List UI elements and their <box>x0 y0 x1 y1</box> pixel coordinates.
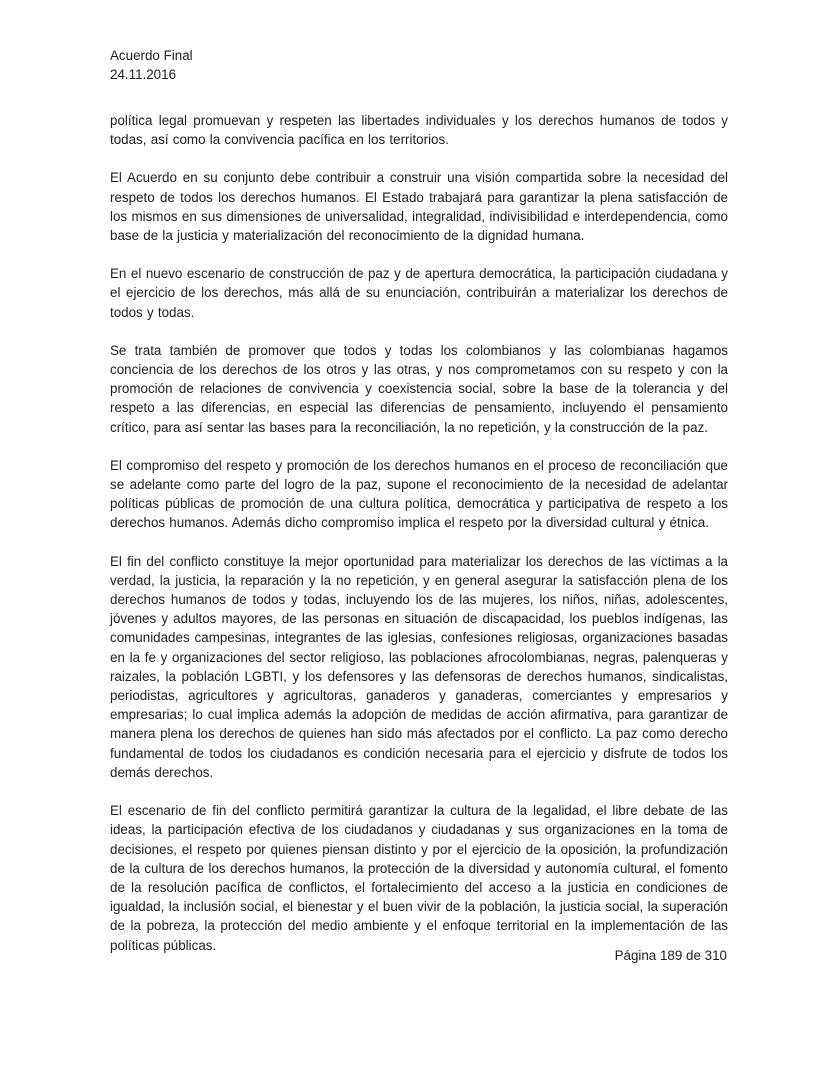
page-number-label: Página 189 de 310 <box>614 948 727 963</box>
paragraph-1: política legal promuevan y respeten las libertades individuales y los derechos humanos de todos y todas, así como la convivencia pacífica en los territorios. <box>110 113 728 148</box>
document-date: 24.11.2016 <box>110 67 177 82</box>
paragraph-4: Se trata también de promover que todos y todas los colombianos y las colombianas hagamos conciencia de los derechos de los otros y las otras, y nos comprometamos con su respeto y con la promoción de relaciones de convivencia y coexistencia social, sobre la base de la tolerancia y del respeto a las diferencias, en especial las diferencias de pensamiento, incluyendo el pensamiento crítico, para así sentar las bases para la reconciliación, la no repetición, y la construcción de la paz. <box>110 342 728 435</box>
paragraph-5: El compromiso del respeto y promoción de los derechos humanos en el proceso de reconciliación que se adelante como parte del logro de la paz, supone el reconocimiento de la necesidad de adelantar políticas públicas de promoción de una cultura política, democrática y participativa de respeto a los derechos humanos. Además dicho compromiso implica el respeto por la diversidad cultural y étnica. <box>110 457 728 531</box>
document-title: Acuerdo Final <box>110 48 193 63</box>
paragraph-2: El Acuerdo en su conjunto debe contribuir a construir una visión compartida sobre la necesidad del respeto de todos los derechos humanos. El Estado trabajará para garantizar la plena satisfacción de los mismos en sus dimensiones de universalidad, integralidad, indivisibilidad e interdependencia, como base de la justicia y materialización del reconocimiento de la dignidad humana. <box>110 170 728 244</box>
document-body <box>110 111 728 955</box>
document-header <box>110 46 728 84</box>
paragraph-3: En el nuevo escenario de construcción de paz y de apertura democrática, la participación ciudadana y el ejercicio de los derechos, más allá de su enunciación, contribuirán a materializar los derechos de todos y todas. <box>110 266 728 320</box>
paragraph-7: El escenario de fin del conflicto permitirá garantizar la cultura de la legalidad, el libre debate de las ideas, la participación efectiva de los ciudadanos y ciudadanas y sus organizaciones en la toma de decisiones, el respeto por quienes piensan distinto y por el ejercicio de la oposición, la profundización de la cultura de los derechos humanos, la protección de la diversidad y autonomía cultural, el fomento de la resolución pacífica de conflictos, el fortalecimiento del acceso a la justicia en condiciones de igualdad, la inclusión social, el bienestar y el buen vivir de la población, la justicia social, la superación de la pobreza, la protección del medio ambiente y el enfoque territorial en la implementación de las políticas públicas. <box>110 803 728 953</box>
paragraph-6: El fin del conflicto constituye la mejor oportunidad para materializar los derechos de las víctimas a la verdad, la justicia, la reparación y la no repetición, y en general asegurar la satisfacción plena de los derechos humanos de todos y todas, incluyendo los de las mujeres, los niños, niñas, adolescentes, jóvenes y adultos mayores, de las personas en situación de discapacidad, los pueblos indígenas, las comunidades campesinas, integrantes de las iglesias, confesiones religiosas, organizaciones basadas en la fe y organizaciones del sector religioso, las poblaciones afrocolombianas, negras, palenqueras y raizales, la población LGBTI, y los defensores y las defensoras de derechos humanos, sindicalistas, periodistas, agricultores y agricultoras, ganaderos y ganaderas, comerciantes y empresarios y empresarias; lo cual implica además la adopción de medidas de acción afirmativa, para garantizar de manera plena los derechos de quienes han sido más afectados por el conflicto. La paz como derecho fundamental de todos los ciudadanos es condición necesaria para el ejercicio y disfrute de todos los demás derechos. <box>110 553 728 780</box>
page-content <box>110 46 728 974</box>
